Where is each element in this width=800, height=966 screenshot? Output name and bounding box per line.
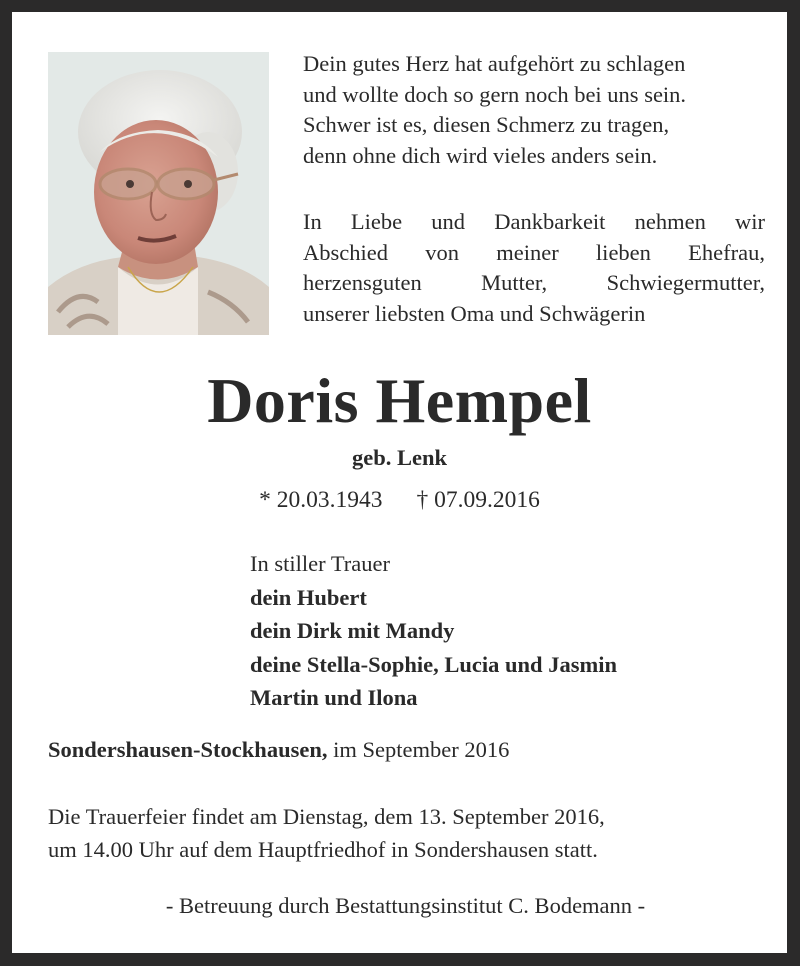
maiden-name: geb. Lenk xyxy=(351,445,448,470)
birth-date: * 20.03.1943 xyxy=(259,487,383,513)
life-dates xyxy=(12,485,787,515)
undertaker-credit: - Betreuung durch Bestattungsinstitut C. Bodemann - xyxy=(165,893,646,918)
mourner-name: dein Hubert xyxy=(250,584,367,610)
mourners-list xyxy=(250,547,617,715)
farewell-line: Abschied von meiner lieben Ehefrau, xyxy=(303,239,765,265)
poem-verse xyxy=(303,49,765,171)
farewell-line: unserer liebsten Oma und Schwägerin xyxy=(303,300,646,326)
funeral-line: Die Trauerfeier findet am Dienstag, dem 13. September 2016, xyxy=(48,804,605,829)
place-and-date xyxy=(48,735,509,765)
mourner-name: Martin und Ilona xyxy=(250,685,418,710)
portrait-photo xyxy=(48,52,269,335)
death-date: † 07.09.2016 xyxy=(416,487,540,513)
obituary-notice xyxy=(12,12,787,953)
place-name: Sondershausen-Stockhausen, xyxy=(48,737,328,762)
poem-line: Schwer ist es, diesen Schmerz zu tragen, xyxy=(303,112,670,137)
farewell-text xyxy=(303,207,765,329)
poem-line: denn ohne dich wird vieles anders sein. xyxy=(303,142,658,168)
portrait-image xyxy=(48,52,269,335)
mourner-name: dein Dirk mit Mandy xyxy=(250,618,455,643)
poem-line: Dein gutes Herz hat aufgehört zu schlagen xyxy=(303,51,686,76)
notice-date: im September 2016 xyxy=(327,737,510,762)
mourner-name: deine Stella-Sophie, Lucia und Jasmin xyxy=(250,651,617,677)
farewell-line: herzensguten Mutter, Schwiegermutter, xyxy=(303,270,765,295)
funeral-details xyxy=(48,800,758,866)
mourners-intro: In stiller Trauer xyxy=(250,551,390,576)
funeral-line: um 14.00 Uhr auf dem Hauptfriedhof in Sondershausen statt. xyxy=(48,837,598,862)
deceased-name: Doris Hempel xyxy=(207,365,592,436)
poem-line: und wollte doch so gern noch bei uns sein. xyxy=(303,81,687,107)
farewell-line: In Liebe und Dankbarkeit nehmen wir xyxy=(303,209,765,234)
